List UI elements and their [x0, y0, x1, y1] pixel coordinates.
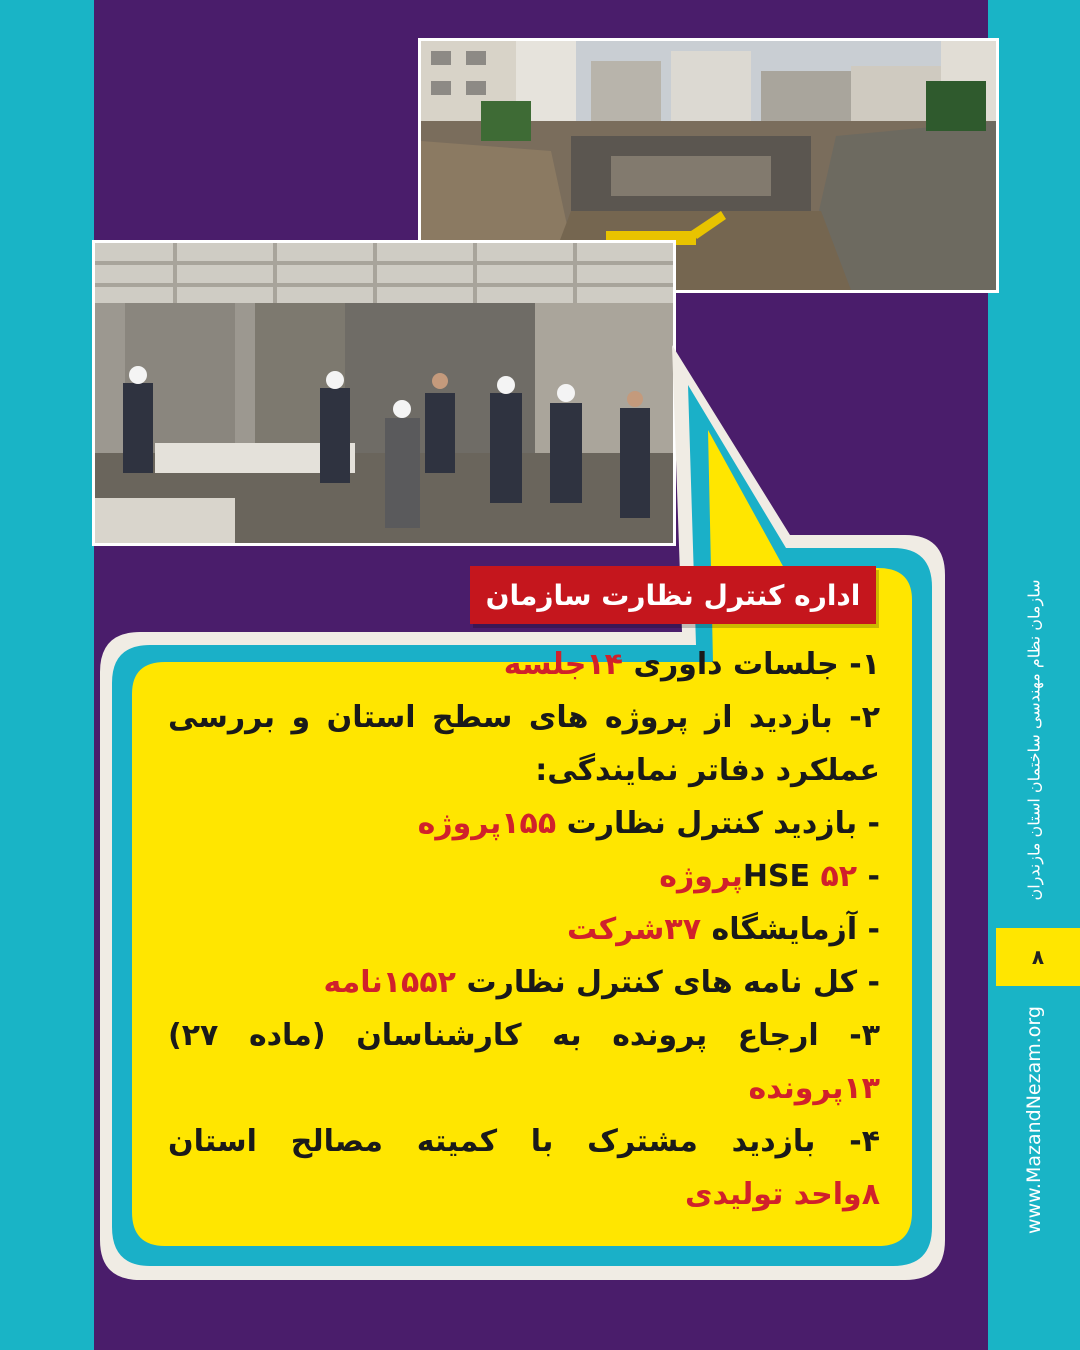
stat-value: ۱۴جلسه: [503, 647, 623, 682]
stat-value: ۳۷شرکت: [567, 912, 702, 947]
website-link[interactable]: www.MazandNezam.org: [1023, 1006, 1045, 1234]
list-item: - HSE ۵۲پروژه: [659, 859, 880, 894]
page-number: ۸: [996, 928, 1080, 986]
list-item: - کل نامه های کنترل نظارت ۱۵۵۲نامه: [323, 965, 880, 1000]
list-item: ۳- ارجاع پرونده به کارشناسان (ماده ۲۷): [168, 1018, 880, 1053]
stat-value: ۱۵۵۲نامه: [323, 965, 456, 1000]
list-item: [168, 1168, 880, 1221]
list-item: [168, 1062, 880, 1115]
organization-name: سازمان نظام مهندسی ساختمان استان مازندران: [1024, 579, 1044, 901]
stat-value: ۵۲پروژه: [659, 859, 858, 894]
list-item: ۲- بازدید از پروژه های سطح استان و بررسی: [168, 700, 880, 735]
report-list: [168, 638, 880, 1221]
stat-value: ۱۵۵پروژه: [417, 806, 557, 841]
list-item: - آزمایشگاه ۳۷شرکت: [567, 912, 880, 947]
list-item: ۱- جلسات داوری ۱۴جلسه: [503, 647, 880, 682]
section-title: اداره کنترل نظارت سازمان: [470, 566, 876, 624]
stat-value: ۱۳پرونده: [748, 1071, 880, 1106]
stat-value: ۸واحد تولیدی: [684, 1177, 880, 1212]
list-item: - بازدید کنترل نظارت ۱۵۵پروژه: [417, 806, 880, 841]
list-item: ۴- بازدید مشترک با کمیته مصالح استان: [168, 1124, 880, 1159]
list-item: عملکرد دفاتر نمایندگی:: [535, 753, 880, 788]
